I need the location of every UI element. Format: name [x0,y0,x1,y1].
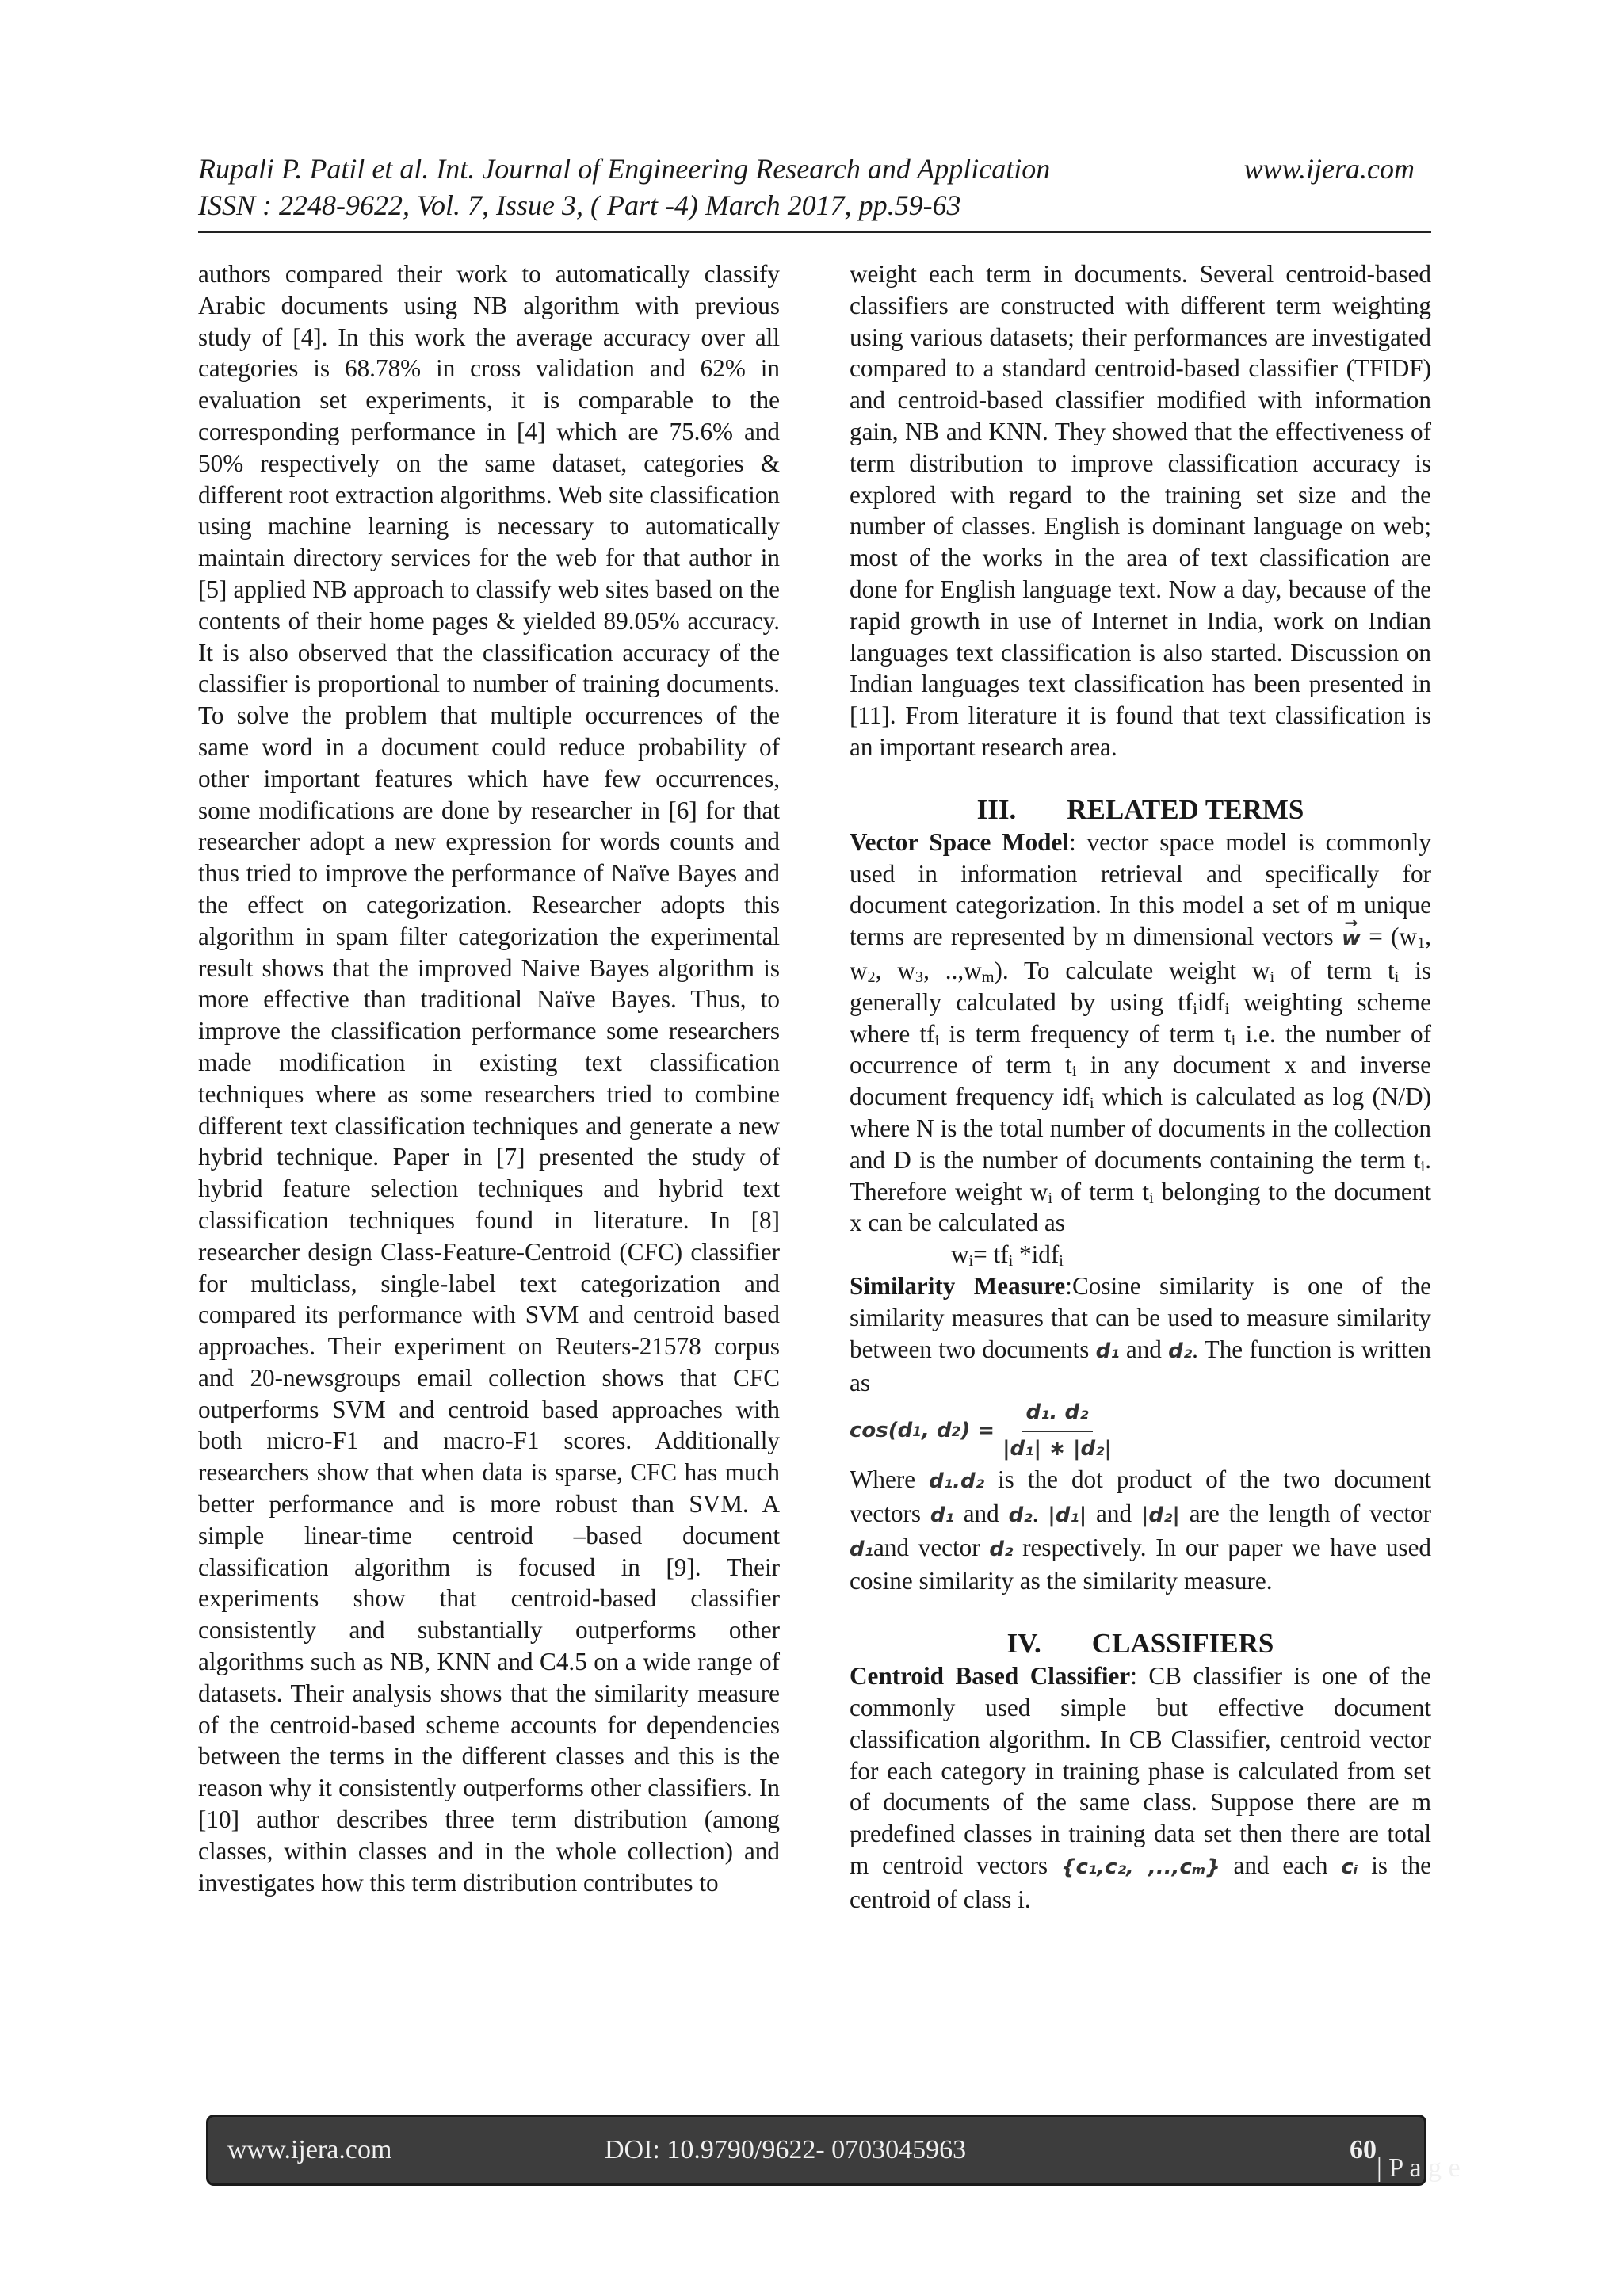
term-vector-space-model: Vector Space Model [850,827,1070,856]
section-title: CLASSIFIERS [1091,1628,1274,1660]
centroid-classifier-paragraph: Centroid Based Classifier: CB classifier is one of the commonly used simple but effective document classification algorithm. In CB Classifier, centroid vector for each category in training phase is calculated from set of documents of the same class. Suppose there are m predefined classes in training data set then there are total m centroid vectors {c₁,c₂, ,..,cₘ} and each cᵢ is the centroid of class i. [850,1662,1432,1913]
page-number: 60 | P a g e [1350,2135,1461,2183]
fraction-numerator: d₁. d₂ [1022,1397,1094,1432]
d1-symbol: d₁ [850,1537,873,1561]
section-heading-classifiers [850,1627,1431,1660]
d2-symbol: d₂ [1168,1339,1193,1363]
section-number: IV. [1006,1628,1041,1660]
vector-space-model-paragraph: Vector Space Model: vector space model is commonly used in information retrieval and specifically for document categorization. In this model a set of m unique terms are represented by m dimensional vectors → $w = (w_1$, $w_2$, $w_3$, $..,w_m$). To calculate weight $w_i$ of term $t_i$ is generally calculated by using $tf_iidf_i$ weighting scheme where $tf_i$ is term frequency of term $t_i$ i.e. the number of occurrence of term $t_i$ in any document x and inverse document frequency idf$_i$ which is calculated as log (N/D) where N is the total number of documents in the collection and D is the number of documents containing the term $t_i$. Therefore weight $w_i$ of term $t_i$ belonging to the document x can be calculated as [850,827,1431,1239]
page-footer [206,2115,1461,2186]
term-centroid-based-classifier: Centroid Based Classifier [850,1662,1131,1690]
header-line-1 [198,151,1415,187]
issn-line: ISSN : 2248-9622, Vol. 7, Issue 3, ( Part -4) March 2017, pp.59-63 [198,189,961,221]
body-paragraph: weight each term in documents. Several centroid-based classifiers are constructed with different term weighting using various datasets; their performances are investigated compared to a standard centroid-based classifier (TFIDF) and centroid-based classifier modified with information gain, NB and KNN. They showed that the effectiveness of term distribution to improve classification accuracy is explored with regard to the training set size and the number of classes. English is dominant language on web; most of the works in the area of text classification are done for English language text. Now a day, because of the rapid growth in use of Internet in India, work on Indian languages text classification is also started. Discussion on Indian languages text classification has been presented in [11]. From literature it is found that text classification is an important research area. [850,260,1431,761]
where-explanation-paragraph: Where d₁.d₂ is the dot product of the two document vectors d₁ and d₂. |d₁| and |d₂| are the length of vector d₁and vector d₂ respectively. In our paper we have used cosine similarity as the similarity measure. [850,1465,1432,1595]
cosine-fraction [1002,1397,1112,1465]
dot-product-symbol: d₁.d₂ [929,1469,984,1494]
weight-equation: $w_i= tf_i$ *idf$_i$ [951,1240,1064,1270]
vector-w-symbol: → w [1342,923,1361,955]
running-header [198,151,1415,223]
term-similarity-measure: Similarity Measure [850,1271,1066,1300]
journal-citation: Rupali P. Patil et al. Int. Journal of Engineering Research and Application [198,153,1051,185]
fraction-denominator: |d₁| ∗ |d₂| [1002,1437,1112,1461]
footer-doi: DOI: 10.9790/9622- 0703045963 [605,2135,967,2164]
length-d1-symbol: |d₁| [1048,1503,1087,1527]
cosine-similarity-equation: cos(d 1 , d 2 ) = $\frac{\text{d₁. d₂}}{\text{|d₁| ∗ |d₂|}}$ [850,1404,1431,1459]
length-d2-symbol: |d₂| [1140,1503,1180,1527]
d1-symbol: d₁ [1095,1339,1120,1363]
journal-website[interactable]: www.ijera.com [1243,153,1415,185]
footer-website[interactable]: www.ijera.com [227,2135,392,2164]
section-heading-related-terms [850,793,1431,827]
similarity-measure-paragraph: Similarity Measure:Cosine similarity is one of the similarity measures that can be used to measure similarity between two documents d₁ and d₂. The function is written as [850,1271,1431,1397]
d1-symbol: d₁ [930,1503,954,1527]
centroid-set-symbol: {c₁,c₂, ,..,cₘ} [1061,1855,1220,1880]
left-column [198,258,780,1898]
section-title: RELATED TERMS [1067,793,1304,825]
right-column [850,258,1431,1916]
d2-symbol: d₂ [1008,1503,1033,1527]
section-number: III. [976,793,1017,825]
body-paragraph: authors compared their work to automatically classify Arabic documents using NB algorithm with previous study of [4]. In this work the average accuracy over all categories is 68.78% in cross validation and 62% in evaluation set experiments, it is comparable to the corresponding performance in [4] which are 75.6% and 50% respectively on the same dataset, categories & different root extraction algorithms. Web site classification using machine learning is necessary to automatically maintain directory services for the web for that author in [5] applied NB approach to classify web sites based on the contents of their home pages & yielded 89.05% accuracy. It is also observed that the classification accuracy of the classifier is proportional to number of training documents. To solve the problem that multiple occurrences of the same word in a document could reduce probability of other important features which have few occurrences, some modifications are done by researcher in [6] for that researcher adopt a new expression for words counts and thus tried to improve the performance of Naïve Bayes and the effect on categorization. Researcher adopts this algorithm in spam filter categorization the experimental result shows that the improved Naive Bayes algorithm is more effective than traditional Naïve Bayes. Thus, to improve the classification performance some researchers made modification in existing text classification techniques where as some researchers tried to combine different text classification techniques and generate a new hybrid technique. Paper in [7] presented the study of hybrid feature selection techniques and hybrid text classification techniques found in literature. In [8] researcher design Class-Feature-Centroid (CFC) classifier for multiclass, single-label text categorization and compared its performance with SVM and centroid based approaches. Their experiment on Reuters-21578 corpus and 20-newsgroups email collection shows that CFC outperforms SVM and centroid based approaches with both micro-F1 and macro-F1 scores. Additionally researchers show that when data is sparse, CFC has much better performance and is more robust than SVM. A simple linear-time centroid –based document classification algorithm is focused in [9]. Their experiments show that centroid-based classifier consistently and substantially outperforms other algorithms such as NB, KNN and C4.5 on a wide range of datasets. Their analysis shows that the similarity measure of the centroid-based scheme accounts for dependencies between the terms in the different classes and this is the reason why it consistently outperforms other classifiers. In [10] author describes three term distribution (among classes, within classes and in the whole collection) and investigates how this term distribution contributes to [198,260,780,1897]
centroid-ci-symbol: cᵢ [1341,1855,1358,1880]
d2-symbol: d₂ [989,1537,1014,1561]
header-rule [198,231,1431,233]
